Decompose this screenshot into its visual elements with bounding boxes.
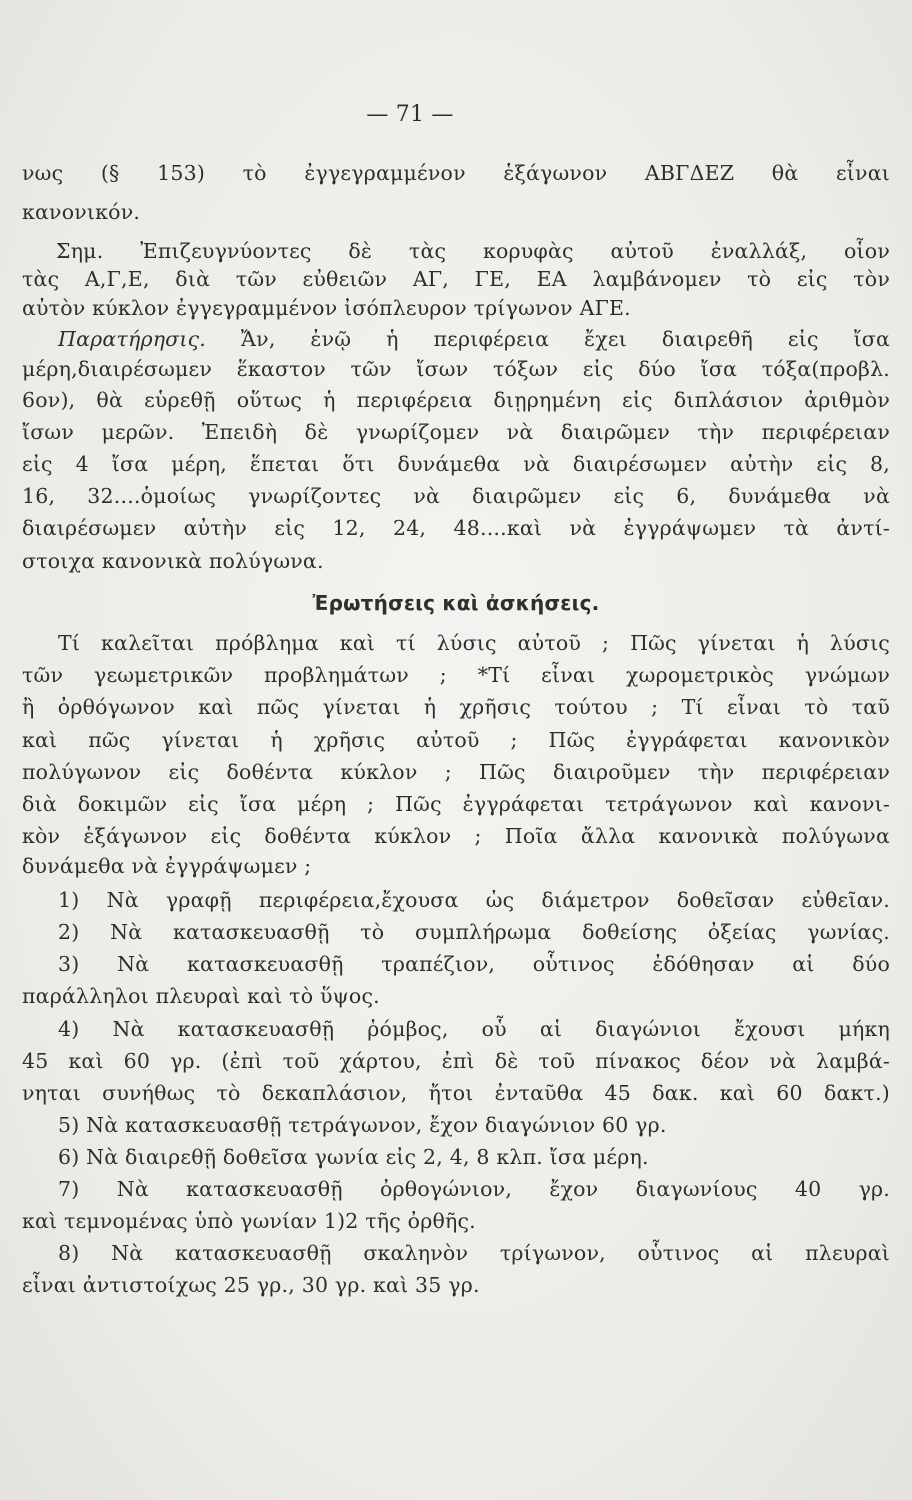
text-line: 45 καὶ 60 γρ. (ἐπὶ τοῦ χάρτου, ἐπὶ δὲ τοῦ πίνακος δέον νὰ λαμβά- xyxy=(22,1049,890,1073)
text-line: διὰ δοκιμῶν εἰς ἴσα μέρη ; Πῶς ἐγγράφεται τετράγωνον καὶ κανονι- xyxy=(22,792,890,816)
exercise-item: 4) Νὰ κατασκευασθῇ ῥόμβος, οὗ αἱ διαγώνιοι ἔχουσι μήκη xyxy=(58,1017,890,1041)
text-line: εἶναι ἀντιστοίχως 25 γρ., 30 γρ. καὶ 35 γρ. xyxy=(22,1273,480,1297)
text-line: τὰς Α,Γ,Ε, διὰ τῶν εὐθειῶν ΑΓ, ΓΕ, ΕΑ λαμβάνομεν τὸ εἰς τὸν xyxy=(22,267,890,291)
exercise-item: 7) Νὰ κατασκευασθῇ ὀρθογώνιον, ἔχον διαγωνίους 40 γρ. xyxy=(58,1177,890,1201)
exercise-item: 2) Νὰ κατασκευασθῇ τὸ συμπλήρωμα δοθείσης ὀξείας γωνίας. xyxy=(58,920,890,944)
text-line: Σημ. Ἐπιζευγνύοντες δὲ τὰς κορυφὰς αὐτοῦ ἐναλλάξ, οἷον xyxy=(56,239,890,263)
text-line: πολύγωνον εἰς δοθέντα κύκλον ; Πῶς διαιροῦμεν τὴν περιφέρειαν xyxy=(22,760,890,784)
text-line: ἢ ὀρθόγωνον καὶ πῶς γίνεται ἡ χρῆσις τούτου ; Τί εἶναι τὸ ταῦ xyxy=(22,695,890,719)
text-line: μέρη,διαιρέσωμεν ἕκαστον τῶν ἴσων τόξων εἰς δύο ἴσα τόξα(προβλ. xyxy=(22,357,890,381)
text-line: δυνάμεθα νὰ ἐγγράψωμεν ; xyxy=(22,854,312,878)
text-line: στοιχα κανονικὰ πολύγωνα. xyxy=(22,549,324,573)
text-line: εἰς 4 ἴσα μέρη, ἕπεται ὅτι δυνάμεθα νὰ διαιρέσωμεν αὐτὴν εἰς 8, xyxy=(22,452,890,476)
text-line: κὸν ἑξάγωνον εἰς δοθέντα κύκλον ; Ποῖα ἄλλα κανονικὰ πολύγωνα xyxy=(22,824,890,848)
text-line: ἴσων μερῶν. Ἐπειδὴ δὲ γνωρίζομεν νὰ διαιρῶμεν τὴν περιφέρειαν xyxy=(22,420,890,444)
text-line: 16, 32....ὁμοίως γνωρίζοντες νὰ διαιρῶμεν εἰς 6, δυνάμεθα νὰ xyxy=(22,484,890,508)
section-heading: Ἐρωτήσεις καὶ ἀσκήσεις. xyxy=(312,591,600,615)
exercise-item: 3) Νὰ κατασκευασθῇ τραπέζιον, οὗτινος ἐδόθησαν αἱ δύο xyxy=(58,952,890,976)
text-line: καὶ πῶς γίνεται ἡ χρῆσις αὐτοῦ ; Πῶς ἐγγράφεται κανονικὸν xyxy=(22,728,890,752)
text-line: τῶν γεωμετρικῶν προβλημάτων ; *Τί εἶναι χωρομετρικὸς γνώμων xyxy=(22,663,890,687)
text-line: Τί καλεῖται πρόβλημα καὶ τί λύσις αὐτοῦ ; Πῶς γίνεται ἡ λύσις xyxy=(58,631,890,655)
text-line: νως (§ 153) τὸ ἐγγεγραμμένον ἑξάγωνον ΑΒΓΔΕΖ θὰ εἶναι xyxy=(22,161,890,185)
text-line: διαιρέσωμεν αὐτὴν εἰς 12, 24, 48....καὶ νὰ ἐγγράψωμεν τὰ ἀντί- xyxy=(22,516,890,540)
exercise-item: 1) Νὰ γραφῇ περιφέρεια,ἔχουσα ὡς διάμετρον δοθεῖσαν εὐθεῖαν. xyxy=(58,888,890,912)
text-line: παράλληλοι πλευραὶ καὶ τὸ ὕψος. xyxy=(22,984,380,1008)
observation-label: Παρατήρησις. xyxy=(58,327,207,351)
text-line: 6ον), θὰ εὑρεθῇ οὕτως ἡ περιφέρεια διῃρημένη εἰς διπλάσιον ἀριθμὸν xyxy=(22,388,890,412)
text-line: καὶ τεμνομένας ὑπὸ γωνίαν 1)2 τῆς ὀρθῆς. xyxy=(22,1209,476,1233)
observation-text: Ἄν, ἐνῷ ἡ περιφέρεια ἔχει διαιρεθῆ εἰς ἴσα xyxy=(240,327,890,351)
exercise-item: 8) Νὰ κατασκευασθῇ σκαληνὸν τρίγωνον, οὗτινος αἱ πλευραὶ xyxy=(58,1241,890,1265)
text-line: αὐτὸν κύκλον ἐγγεγραμμένον ἰσόπλευρον τρίγωνον ΑΓΕ. xyxy=(22,296,631,320)
text-line: κανονικόν. xyxy=(22,200,141,224)
text-line: νηται συνήθως τὸ δεκαπλάσιον, ἤτοι ἐνταῦθα 45 δακ. καὶ 60 δακτ.) xyxy=(22,1081,890,1105)
exercise-item: 6) Νὰ διαιρεθῇ δοθεῖσα γωνία εἰς 2, 4, 8 κλπ. ἴσα μέρη. xyxy=(58,1145,649,1169)
observation-first-line xyxy=(58,326,890,352)
page-number: — 71 — xyxy=(366,102,454,127)
exercise-item: 5) Νὰ κατασκευασθῇ τετράγωνον, ἔχον διαγώνιον 60 γρ. xyxy=(58,1113,667,1137)
